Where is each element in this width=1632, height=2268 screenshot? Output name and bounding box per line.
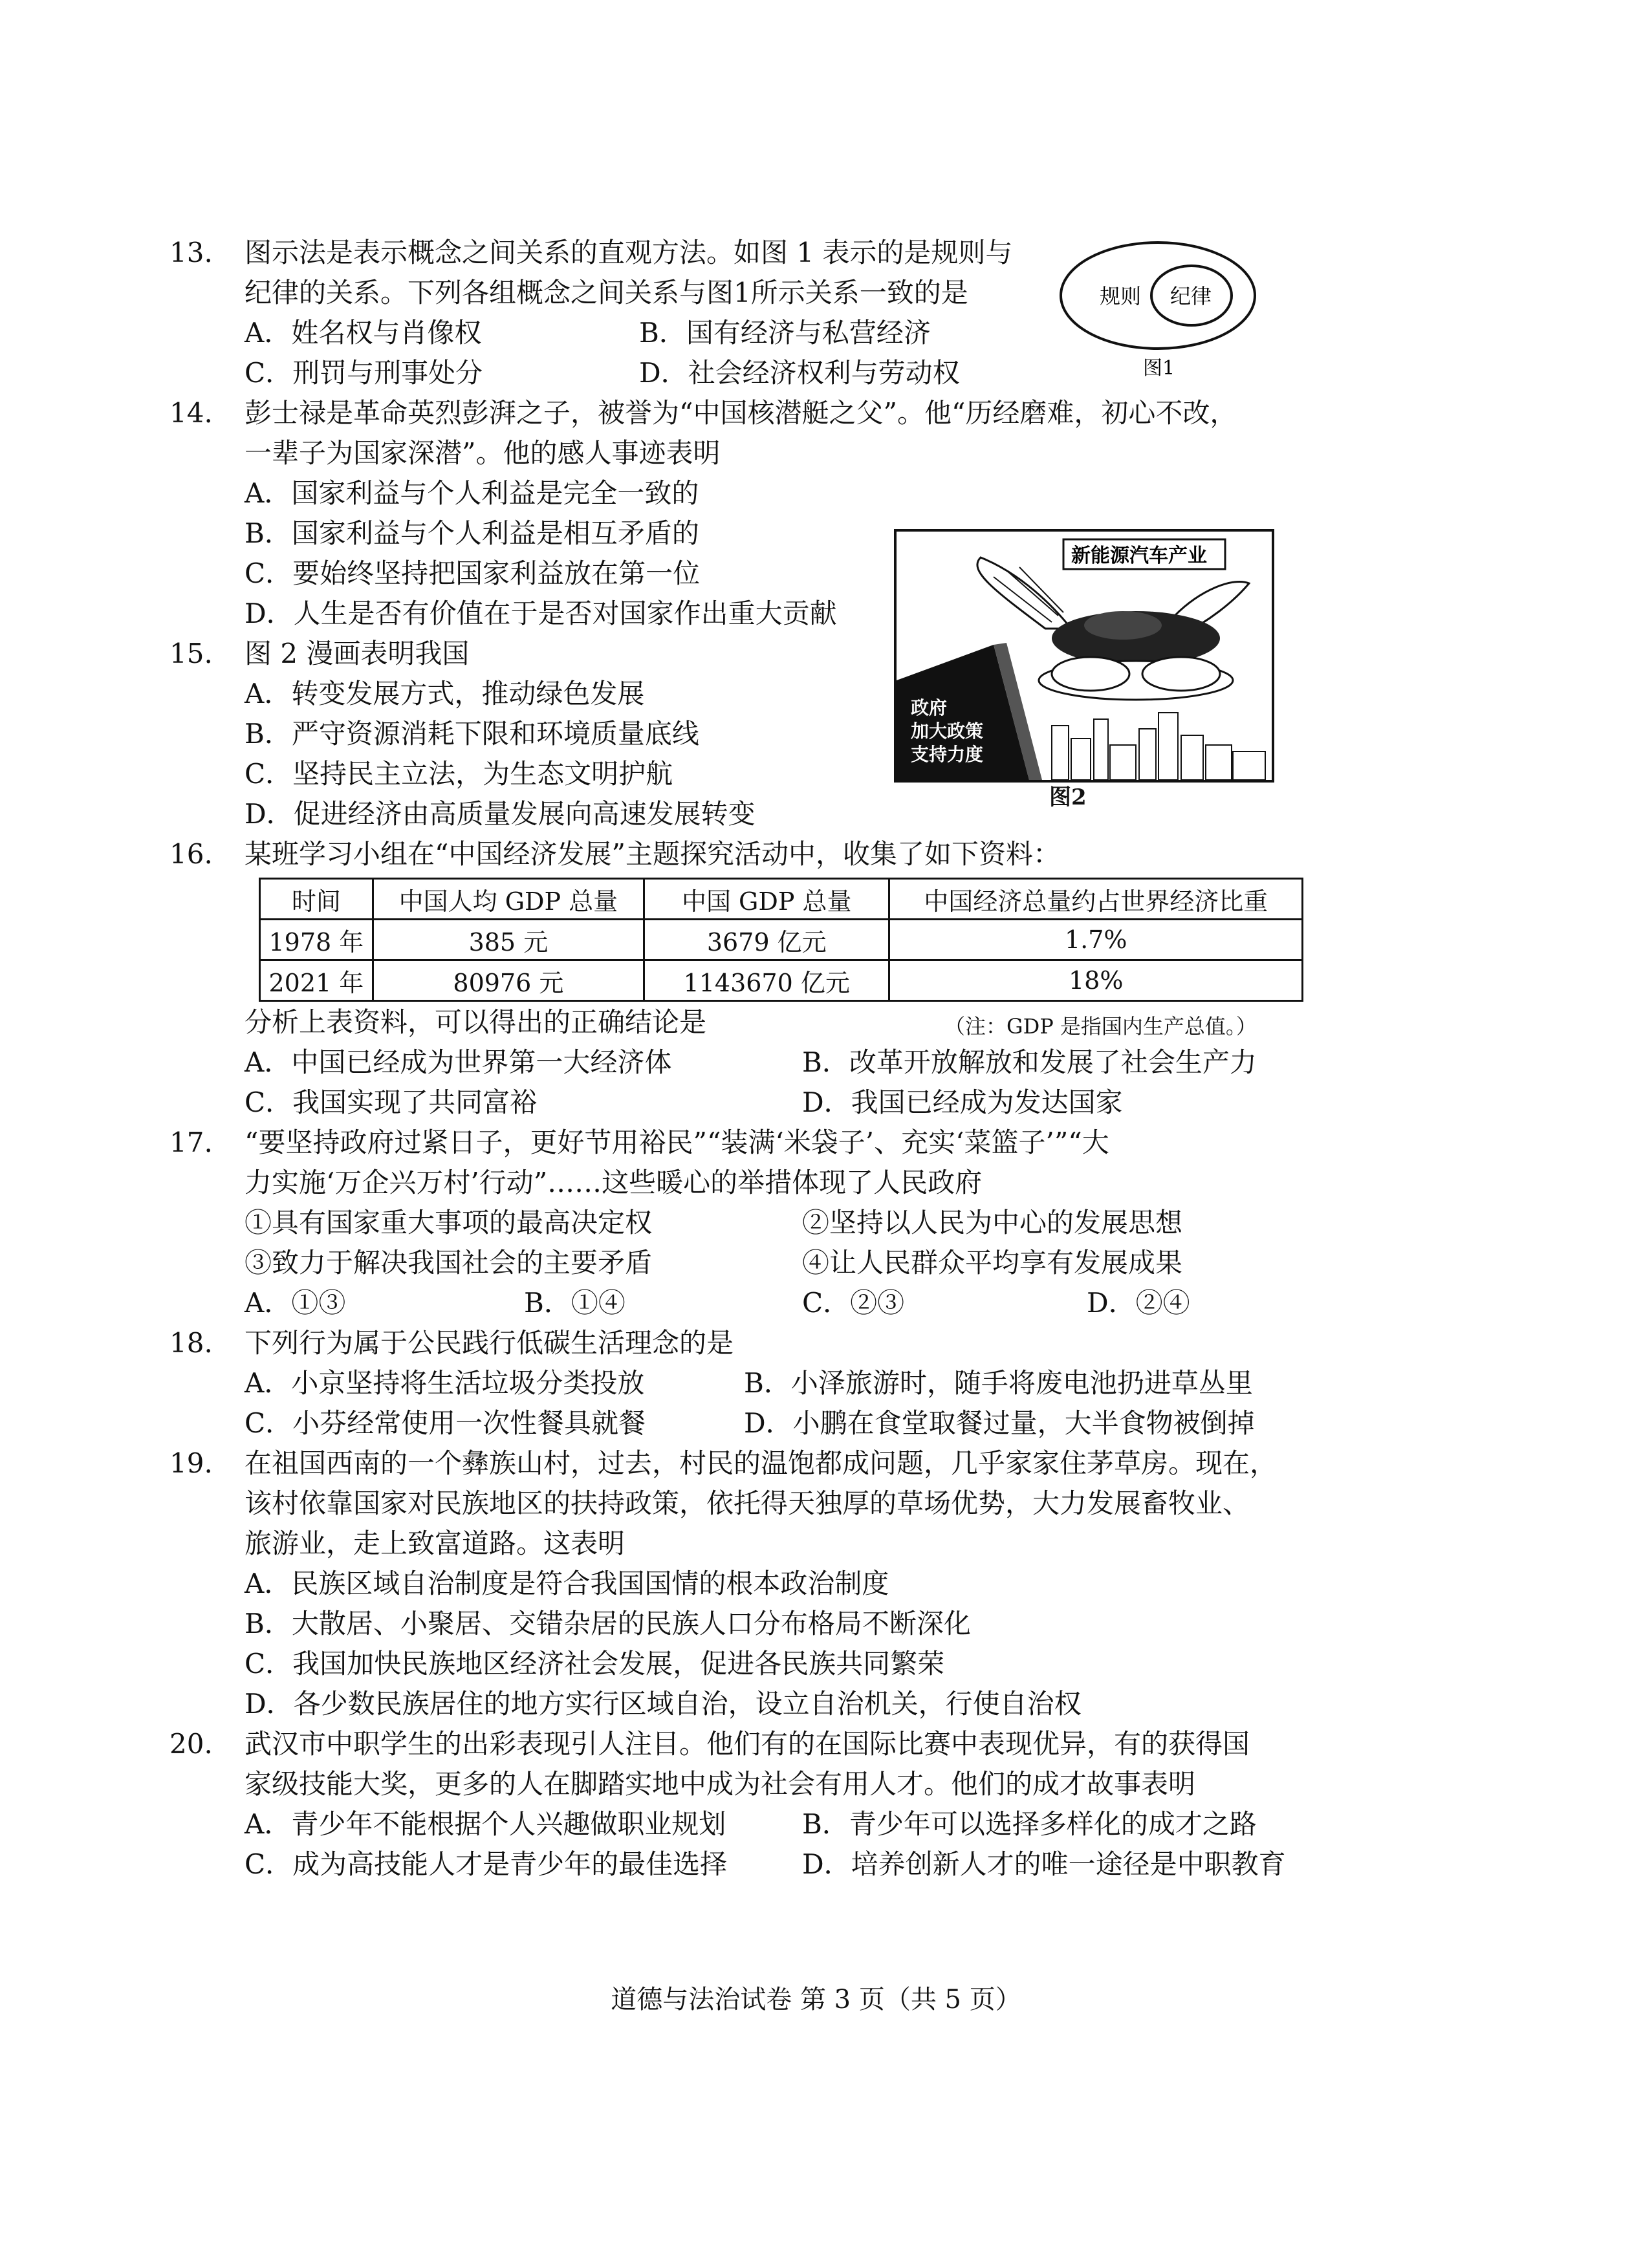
q14-line1: 14. 彭士禄是革命英烈彭湃之子，被誉为“中国核潜艇之父”。他“历经磨难，初心不改， [169, 395, 1237, 431]
car-roof [1084, 611, 1162, 640]
q13-number: 13. [169, 237, 213, 268]
q15-option-b[interactable]: B．严守资源消耗下限和环境质量底线 [245, 718, 699, 750]
building [1052, 726, 1069, 780]
q16-option-c[interactable]: C．我国实现了共同富裕 [245, 1086, 538, 1118]
q13-option-b[interactable]: B．国有经济与私营经济 [639, 317, 931, 349]
q16-line2: 分析上表资料，可以得出的正确结论是 [245, 1006, 707, 1038]
table-cell: 18% [889, 960, 1303, 1001]
q20-option-c[interactable]: C．成为高技能人才是青少年的最佳选择 [245, 1848, 728, 1880]
q13-option-a[interactable]: A．姓名权与肖像权 [245, 317, 482, 349]
q20-option-a[interactable]: A．青少年不能根据个人兴趣做职业规划 [245, 1808, 726, 1840]
book-text-2: 加大政策 [911, 720, 984, 742]
q19-option-c[interactable]: C．我国加快民族地区经济社会发展，促进各民族共同繁荣 [245, 1648, 945, 1679]
q15-option-c[interactable]: C．坚持民主立法，为生态文明护航 [245, 758, 673, 790]
building [1233, 751, 1265, 780]
cartoon-drawing [897, 532, 1272, 780]
q20-line1: 20. 武汉市中职学生的出彩表现引人注目。他们有的在国际比赛中表现优异，有的获得国 [169, 1726, 1250, 1762]
q17-option-a[interactable]: A．①③ [245, 1287, 346, 1319]
table-row [260, 960, 1303, 1001]
q15-number: 15. [169, 638, 213, 669]
q17-line1: 17. “要坚持政府过紧日子，更好节用裕民”“装满‘米袋子’、充实‘菜篮子’”“大 [169, 1125, 1109, 1161]
q19-line3: 旅游业，走上致富道路。这表明 [245, 1528, 626, 1559]
table-cell: 2021 年 [260, 960, 373, 1001]
q17-option-c[interactable]: C．②③ [802, 1287, 905, 1319]
q20-option-d[interactable]: D．培养创新人才的唯一途径是中职教育 [802, 1848, 1286, 1880]
table-header-cell: 中国 GDP 总量 [644, 879, 889, 920]
building [1139, 729, 1156, 780]
q14-option-c[interactable]: C．要始终坚持把国家利益放在第一位 [245, 557, 701, 589]
q13-option-c[interactable]: C．刑罚与刑事处分 [245, 357, 483, 389]
banner-text: 新能源汽车产业 [1071, 545, 1207, 567]
q14-number: 14. [169, 397, 213, 429]
building [1071, 739, 1091, 780]
q16-option-d[interactable]: D．我国已经成为发达国家 [802, 1086, 1123, 1118]
building [1206, 745, 1232, 780]
page-footer: 道德与法治试卷 第 3 页（共 5 页） [611, 1985, 1021, 2014]
left-wing [977, 557, 1071, 629]
q17-statement-2: ②坚持以人民为中心的发展思想 [802, 1207, 1183, 1238]
figure-2-cartoon [894, 529, 1274, 783]
table-header-row [260, 879, 1303, 920]
q18-line1: 18. 下列行为属于公民践行低碳生活理念的是 [169, 1325, 734, 1361]
q19-option-d[interactable]: D．各少数民族居住的地方实行区域自治，设立自治机关，行使自治权 [245, 1688, 1082, 1720]
q19-line1: 19. 在祖国西南的一个彝族山村，过去，村民的温饱都成问题，几乎家家住茅草房。现在， [169, 1445, 1277, 1482]
q17-number: 17. [169, 1127, 213, 1158]
table-row [260, 920, 1303, 960]
fig1-inner-label: 纪律 [1170, 284, 1212, 308]
q20-line2: 家级技能大奖，更多的人在脚踏实地中成为社会有用人才。他们的成才故事表明 [245, 1768, 1196, 1800]
q15-option-d[interactable]: D．促进经济由高质量发展向高速发展转变 [245, 798, 756, 830]
table-cell: 1143670 亿元 [644, 960, 889, 1001]
q13-line2: 纪律的关系。下列各组概念之间关系与图1所示关系一致的是 [245, 277, 968, 308]
fig2-caption: 图2 [1049, 784, 1087, 810]
q19-option-b[interactable]: B．大散居、小聚居、交错杂居的民族人口分布格局不断深化 [245, 1608, 971, 1639]
q17-option-d[interactable]: D．②④ [1087, 1287, 1190, 1319]
q20-number: 20. [169, 1728, 213, 1760]
q17-option-b[interactable]: B．①④ [524, 1287, 626, 1319]
table-cell: 1.7% [889, 920, 1303, 960]
table-cell: 385 元 [373, 920, 644, 960]
cloud-puff-right [1142, 657, 1220, 691]
q17-statement-1: ①具有国家重大事项的最高决定权 [245, 1207, 653, 1238]
book-text-1: 政府 [911, 697, 948, 718]
book-text-3: 支持力度 [911, 744, 984, 765]
building [1094, 719, 1108, 780]
q18-option-c[interactable]: C．小芬经常使用一次性餐具就餐 [245, 1407, 646, 1439]
q16-option-a[interactable]: A．中国已经成为世界第一大经济体 [245, 1046, 672, 1078]
q19-number: 19. [169, 1447, 213, 1479]
figure-1-diagram [1048, 236, 1268, 382]
building [1159, 713, 1178, 780]
q13-option-d[interactable]: D．社会经济权利与劳动权 [639, 357, 960, 389]
q16-option-b[interactable]: B．改革开放解放和发展了社会生产力 [802, 1046, 1257, 1078]
q14-line2: 一辈子为国家深潜”。他的感人事迹表明 [245, 437, 721, 469]
q13-line1: 13. 图示法是表示概念之间关系的直观方法。如图 1 表示的是规则与 [169, 235, 1012, 271]
building [1110, 745, 1136, 780]
q14-option-b[interactable]: B．国家利益与个人利益是相互矛盾的 [245, 517, 699, 549]
table-cell: 3679 亿元 [644, 920, 889, 960]
q16-note: （注：GDP 是指国内生产总值。） [944, 1014, 1257, 1039]
q17-line2: 力实施‘万企兴万村’行动”……这些暖心的举措体现了人民政府 [245, 1167, 983, 1198]
rule-ellipse [1061, 243, 1255, 349]
q19-line2: 该村依靠国家对民族地区的扶持政策，依托得天独厚的草场优势，大力发展畜牧业、 [245, 1487, 1250, 1519]
table-header-cell: 时间 [260, 879, 373, 920]
gdp-table [259, 878, 1303, 1002]
q14-option-d[interactable]: D．人生是否有价值在于是否对国家作出重大贡献 [245, 598, 837, 629]
q20-option-b[interactable]: B．青少年可以选择多样化的成才之路 [802, 1808, 1257, 1840]
q15-line1: 15. 图 2 漫画表明我国 [169, 636, 469, 672]
q15-option-a[interactable]: A．转变发展方式，推动绿色发展 [245, 678, 645, 709]
table-cell: 80976 元 [373, 960, 644, 1001]
q18-option-d[interactable]: D．小鹏在食堂取餐过量，大半食物被倒掉 [744, 1407, 1255, 1439]
q14-option-a[interactable]: A．国家利益与个人利益是完全一致的 [245, 477, 699, 509]
fig1-caption: 图1 [1143, 357, 1175, 380]
table-header-cell: 中国经济总量约占世界经济比重 [889, 879, 1303, 920]
q18-option-b[interactable]: B．小泽旅游时，随手将废电池扔进草丛里 [744, 1367, 1253, 1399]
q18-number: 18. [169, 1327, 213, 1359]
q17-statement-4: ④让人民群众平均享有发展成果 [802, 1247, 1183, 1279]
q16-line1: 16. 某班学习小组在“中国经济发展”主题探究活动中，收集了如下资料： [169, 836, 1060, 872]
fig1-outer-label: 规则 [1100, 284, 1142, 308]
q16-number: 16. [169, 838, 213, 870]
cloud-puff-left [1052, 657, 1129, 691]
q17-statement-3: ③致力于解决我国社会的主要矛盾 [245, 1247, 653, 1279]
q18-option-a[interactable]: A．小京坚持将生活垃圾分类投放 [245, 1367, 645, 1399]
table-header-cell: 中国人均 GDP 总量 [373, 879, 644, 920]
q19-option-a[interactable]: A．民族区域自治制度是符合我国国情的根本政治制度 [245, 1568, 889, 1599]
building [1181, 735, 1203, 780]
table-cell: 1978 年 [260, 920, 373, 960]
